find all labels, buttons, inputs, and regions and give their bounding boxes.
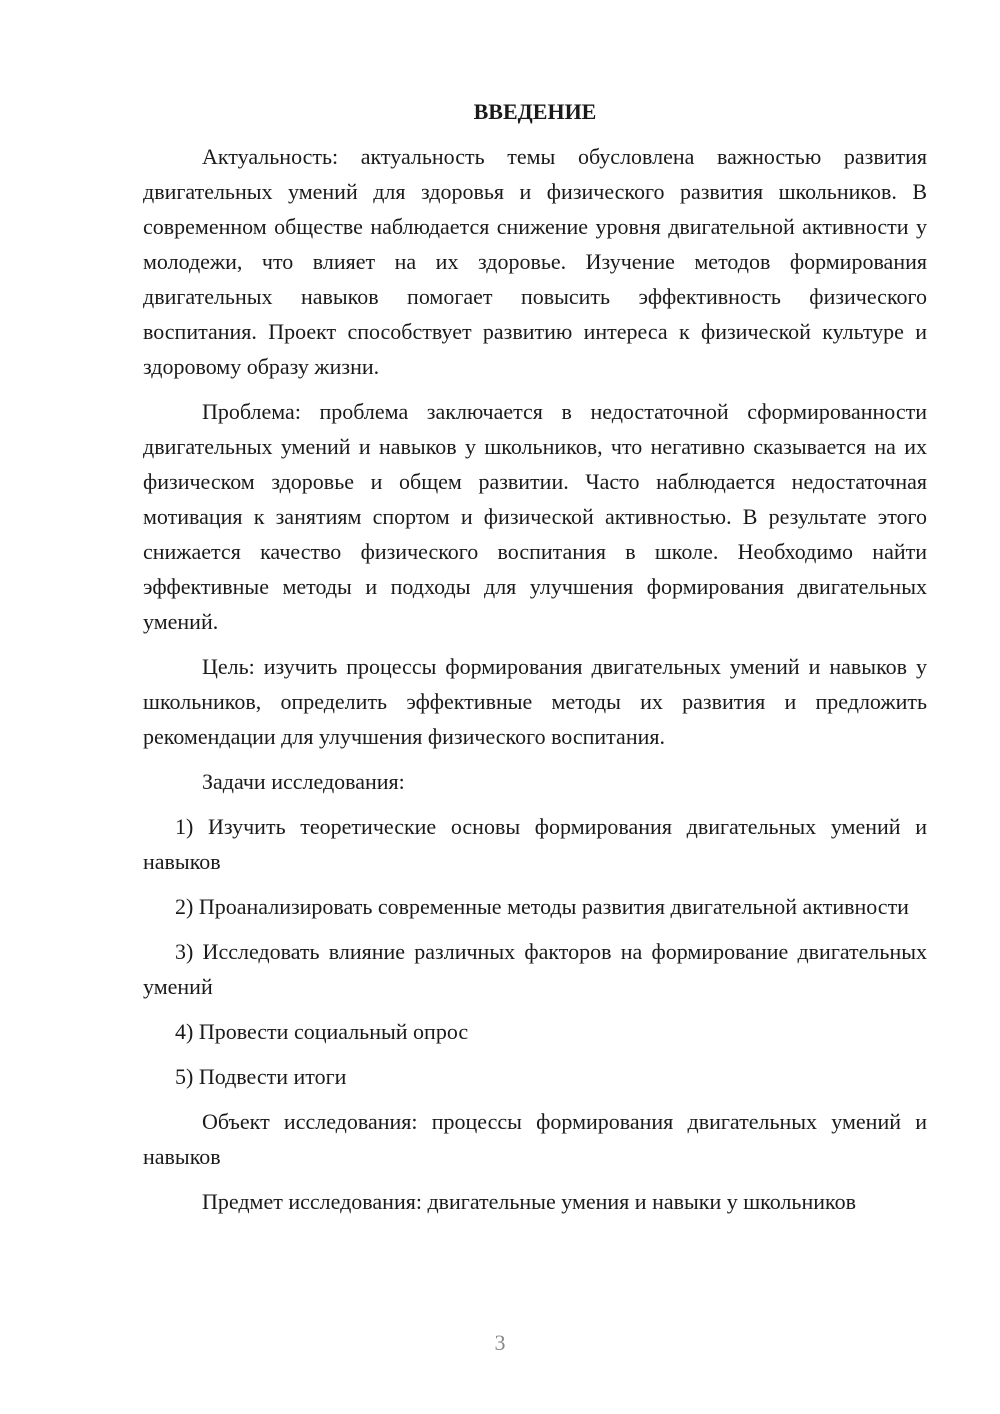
paragraph-problem: Проблема: проблема заключается в недостаточной сформированности двигательных умений и навыков у школьников, что негативно сказывается на их физическом здоровье и общем развитии. Часто наблюдается недостаточная мотивация к занятиям спортом и физической активностью. В результате этого снижается качество физического воспитания в школе. Необходимо найти эффективные методы и подходы для улучшения формирования двигательных умений.: [143, 399, 927, 634]
task-item-3: 3) Исследовать влияние различных факторов на формирование двигательных умений: [143, 939, 927, 999]
paragraph-goal: Цель: изучить процессы формирования двигательных умений и навыков у школьников, определить эффективные методы их развития и предложить рекомендации для улучшения физического воспитания.: [143, 654, 927, 749]
paragraph-object: Объект исследования: процессы формирования двигательных умений и навыков: [143, 1109, 927, 1169]
page-number: 3: [494, 1330, 506, 1355]
task-item-2: 2) Проанализировать современные методы развития двигательной активности: [175, 894, 909, 919]
paragraph-relevance: Актуальность: актуальность темы обусловлена важностью развития двигательных умений для здоровья и физического развития школьников. В современном обществе наблюдается снижение уровня двигательной активности у молодежи, что влияет на их здоровье. Изучение методов формирования двигательных навыков помогает повысить эффективность физического воспитания. Проект способствует развитию интереса к физической культуре и здоровому образу жизни.: [143, 144, 927, 379]
paragraph-tasks-heading: Задачи исследования:: [202, 769, 405, 794]
task-item-1: 1) Изучить теоретические основы формирования двигательных умений и навыков: [143, 814, 927, 874]
paragraph-subject: Предмет исследования: двигательные умения и навыки у школьников: [202, 1189, 856, 1214]
document-page: [143, 94, 927, 1304]
task-item-5: 5) Подвести итоги: [175, 1064, 347, 1089]
task-item-4: 4) Провести социальный опрос: [175, 1019, 469, 1044]
page-title: ВВЕДЕНИЕ: [473, 99, 597, 124]
